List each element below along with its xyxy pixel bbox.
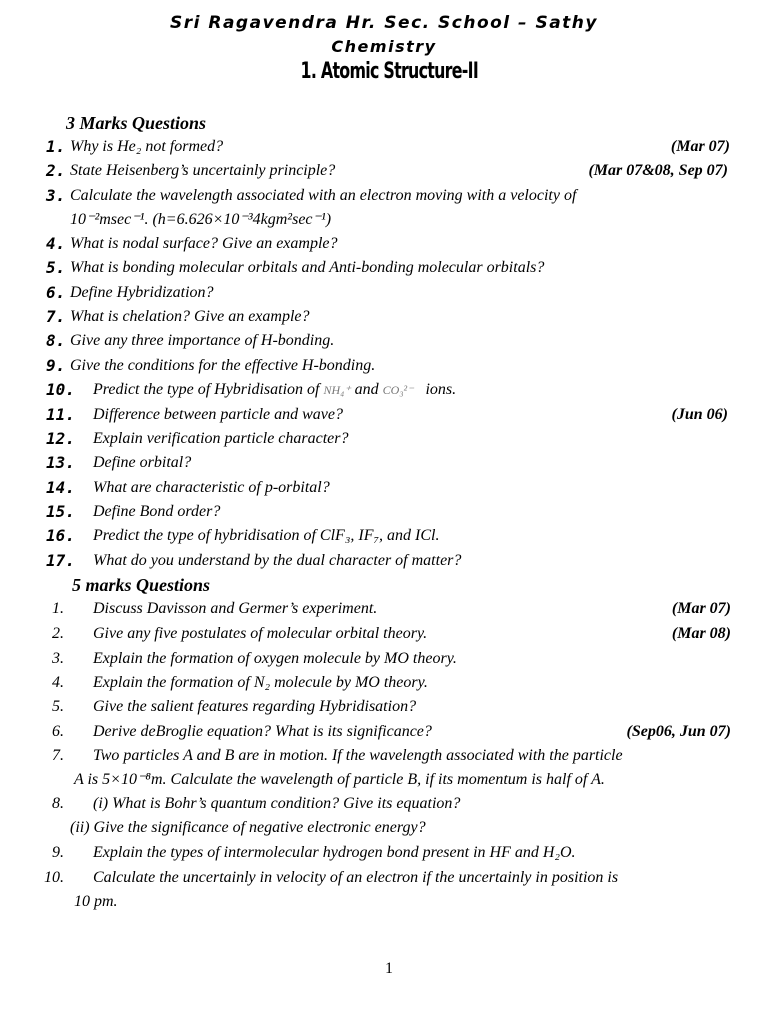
question-number-value: 15	[46, 502, 66, 521]
question-text: Explain the types of intermolecular hydrogen bond present in HF and H₂O.	[93, 844, 576, 861]
question-3m-4	[0, 232, 768, 256]
question-text: What is bonding molecular orbitals and Anti-bonding molecular orbitals?	[70, 259, 545, 276]
question-5m-8	[0, 792, 768, 816]
question-number-value: 3	[46, 186, 56, 205]
question-number: 9.	[52, 844, 64, 861]
question-text: Define Bond order?	[93, 503, 221, 520]
question-reference: (Jun 06)	[671, 406, 728, 423]
question-text: Why is He₂ not formed?	[70, 138, 224, 155]
chapter-title-text: 1. Atomic Structure-II	[300, 59, 478, 84]
question-text-continued: 10 pm.	[74, 893, 118, 910]
question-text: Difference between particle and wave?	[93, 406, 343, 423]
chapter-title	[0, 57, 768, 87]
question-5m-4	[0, 671, 768, 695]
question-number: 16.	[46, 526, 75, 545]
question-text: (i) What is Bohr’s quantum condition? Give its equation?	[93, 795, 461, 812]
question-number: 10.	[44, 869, 64, 886]
question-reference: (Mar 07&08, Sep 07)	[588, 162, 728, 179]
question-5m-6	[0, 720, 768, 744]
question-text: Explain the formation of N₂ molecule by MO theory.	[93, 674, 428, 691]
question-text: State Heisenberg’s uncertainly principle?	[70, 162, 336, 179]
question-3m-5	[0, 256, 768, 280]
question-text: Give any three importance of H-bonding.	[70, 332, 335, 349]
question-number: 6.	[52, 723, 64, 740]
question-text: Give any five postulates of molecular orbital theory.	[93, 625, 428, 642]
question-3m-1	[0, 135, 768, 159]
question-number: 9.	[46, 356, 66, 375]
question-3m-13	[0, 451, 768, 475]
question-3m-14	[0, 476, 768, 500]
question-number: 4.	[46, 234, 66, 253]
question-number-value: 11	[46, 405, 66, 424]
question-number: 14.	[46, 478, 75, 497]
question-5m-2	[0, 622, 768, 646]
question-number: 10.	[46, 380, 75, 399]
question-number: 3.	[52, 650, 64, 667]
question-3m-10	[0, 378, 768, 402]
question-text: Predict the type of hybridisation of ClF₃, IF₇, and ICl.	[93, 527, 440, 544]
question-text: Derive deBroglie equation? What is its significance?	[93, 723, 432, 740]
question-number-value: 6	[46, 283, 56, 302]
question-3m-8	[0, 329, 768, 353]
question-number-value: 9	[46, 356, 56, 375]
question-text: Calculate the uncertainly in velocity of an electron if the uncertainly in position is	[93, 869, 619, 886]
question-text: Calculate the wavelength associated with an electron moving with a velocity of	[70, 187, 577, 204]
question-text: Give the conditions for the effective H-bonding.	[70, 357, 376, 374]
question-3m-2	[0, 159, 768, 183]
question-3m-12	[0, 427, 768, 451]
question-3m-11	[0, 403, 768, 427]
question-reference: (Mar 07)	[670, 138, 730, 155]
question-number: 1.	[46, 137, 66, 156]
question-number: 1.	[52, 600, 64, 617]
question-text: Define Hybridization?	[70, 284, 214, 301]
question-number: 5.	[46, 258, 66, 277]
question-number-value: 5	[46, 258, 56, 277]
question-3m-16	[0, 524, 768, 548]
question-number: 8.	[52, 795, 64, 812]
question-number: 6.	[46, 283, 66, 302]
subject-title: Chemistry	[331, 37, 437, 56]
question-number-value: 8	[46, 331, 56, 350]
question-reference: (Sep06, Jun 07)	[626, 723, 731, 740]
question-5m-5	[0, 695, 768, 719]
question-text: Explain verification particle character?	[93, 430, 349, 447]
question-text: What is chelation? Give an example?	[70, 308, 310, 325]
question-number: 15.	[46, 502, 75, 521]
question-5m-1	[0, 597, 768, 621]
question-text: What do you understand by the dual character of matter?	[93, 552, 462, 569]
question-text	[93, 378, 456, 402]
question-5m-7-continued	[0, 768, 768, 792]
section-3-marks-title: 3 Marks Questions	[66, 113, 207, 133]
question-number: 8.	[46, 331, 66, 350]
question-5m-7	[0, 744, 768, 768]
question-number: 5.	[52, 698, 64, 715]
ammonium-formula: NH₄⁺	[323, 383, 351, 397]
question-number: 13.	[46, 453, 75, 472]
question-5m-10	[0, 866, 768, 890]
question-text-continued: (ii) Give the significance of negative electronic energy?	[70, 819, 426, 836]
question-text: What are characteristic of p-orbital?	[93, 479, 330, 496]
question-3m-3	[0, 184, 768, 208]
question-text-continued: A is 5×10⁻⁸m. Calculate the wavelength of particle B, if its momentum is half of A.	[74, 771, 605, 788]
question-3m-3-continued	[0, 208, 768, 232]
question-number-value: 7	[46, 307, 56, 326]
question-text: What is nodal surface? Give an example?	[70, 235, 338, 252]
question-number: 11.	[46, 405, 75, 424]
section-5-marks-title: 5 marks Questions	[72, 575, 211, 595]
question-text-continued: 10⁻²msec⁻¹. (h=6.626×10⁻³4kgm²sec⁻¹)	[70, 211, 332, 228]
question-text: Explain the formation of oxygen molecule by MO theory.	[93, 650, 457, 667]
school-name: Sri Ragavendra Hr. Sec. School – Sathy	[170, 13, 598, 33]
question-number: 17.	[46, 551, 75, 570]
question-number: 3.	[46, 186, 66, 205]
question-number-value: 13	[46, 453, 66, 472]
question-text: Define orbital?	[93, 454, 192, 471]
question-3m-7	[0, 305, 768, 329]
carbonate-formula: CO₃²⁻	[382, 383, 414, 397]
page-number: 1	[385, 960, 393, 977]
question-3m-17	[0, 549, 768, 573]
question-text-part: ions.	[425, 381, 457, 398]
question-3m-6	[0, 281, 768, 305]
question-number-value: 14	[46, 478, 66, 497]
question-number-value: 1	[46, 137, 56, 156]
question-3m-9	[0, 354, 768, 378]
question-text: Discuss Davisson and Germer’s experiment.	[93, 600, 378, 617]
question-number: 2.	[46, 161, 66, 180]
question-reference: (Mar 08)	[671, 625, 731, 642]
question-number-value: 17	[46, 551, 66, 570]
question-text: Give the salient features regarding Hybridisation?	[93, 698, 417, 715]
question-number-value: 2	[46, 161, 56, 180]
question-3m-15	[0, 500, 768, 524]
question-number-value: 10	[46, 380, 66, 399]
question-text-part: Predict the type of Hybridisation of	[93, 381, 320, 398]
question-number: 7.	[46, 307, 66, 326]
question-reference: (Mar 07)	[671, 600, 731, 617]
question-number-value: 16	[46, 526, 66, 545]
question-text: Two particles A and B are in motion. If the wavelength associated with the particle	[93, 747, 623, 764]
question-5m-3	[0, 647, 768, 671]
question-5m-8-continued	[0, 816, 768, 840]
question-number-value: 12	[46, 429, 66, 448]
question-number: 2.	[52, 625, 64, 642]
question-5m-10-continued	[0, 890, 768, 914]
question-5m-9	[0, 841, 768, 865]
question-number-value: 4	[46, 234, 56, 253]
question-number: 4.	[52, 674, 64, 691]
question-number: 12.	[46, 429, 75, 448]
question-text-part: and	[354, 381, 379, 398]
question-number: 7.	[52, 747, 64, 764]
